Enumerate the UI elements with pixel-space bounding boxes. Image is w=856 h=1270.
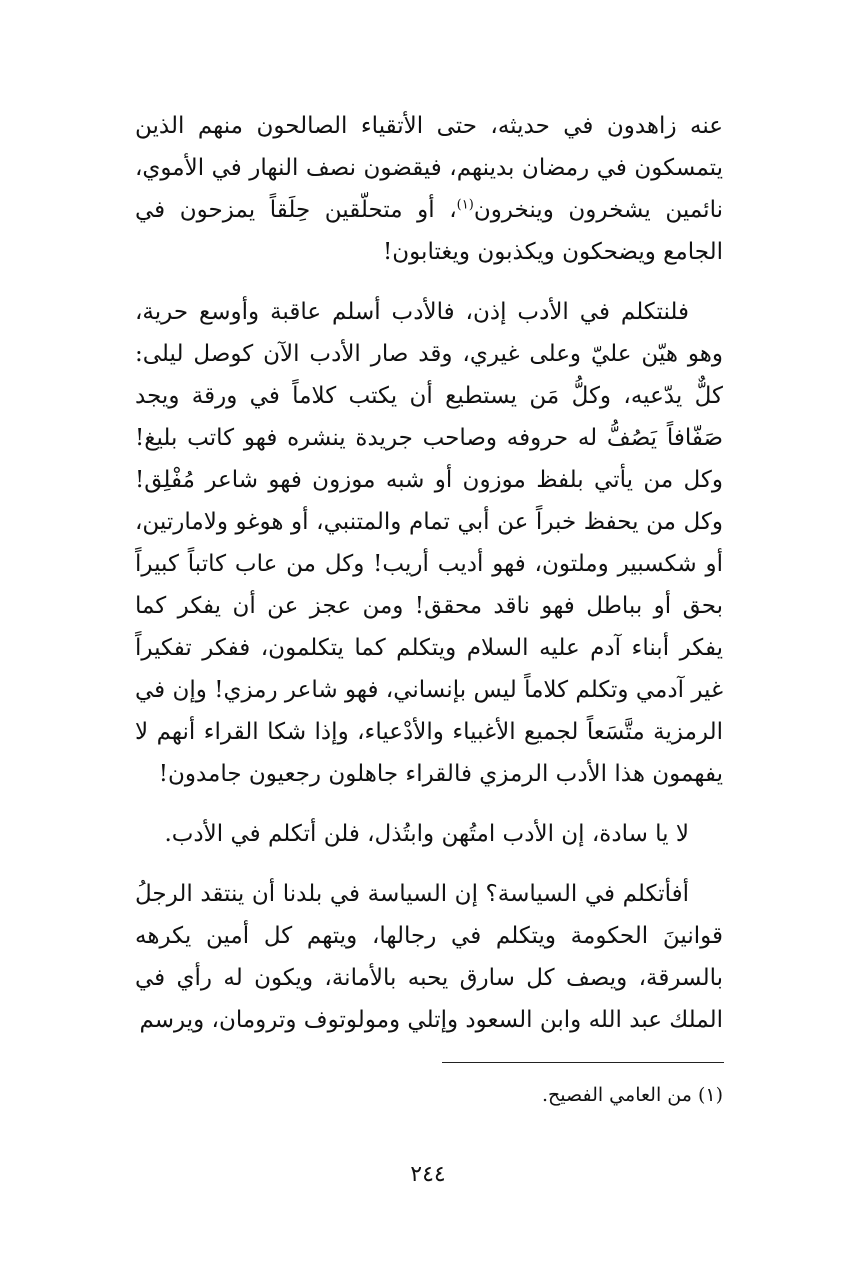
- footnote: (١) من العامي الفصيح.: [541, 1084, 723, 1106]
- paragraph-1-text: عنه زاهدون في حديثه، حتى الأتقياء الصالحون منهم الذين يتمسكون في رمضان بدينهم، فيقضون نصف النهار في الأموي، نائمين يشخرون وينخرون: [135, 113, 723, 223]
- page-number: ٢٤٤: [410, 1162, 446, 1187]
- paragraph-1-text-end: ، أو متحلّقين حِلَقاً يمزحون في الجامع ويضحكون ويكذبون ويغتابون!: [135, 197, 723, 265]
- paragraph-3: لا يا سادة، إن الأدب امتُهن وابتُذل، فلن أتكلم في الأدب.: [164, 821, 689, 847]
- footnote-reference[interactable]: (١): [456, 197, 474, 213]
- paragraph-1: [135, 105, 723, 273]
- paragraph-4: أفأتكلم في السياسة؟ إن السياسة في بلدنا أن ينتقد الرجلُ قوانينَ الحكومة ويتكلم في رجالها، ويتهم كل أمين يكرهه بالسرقة، ويصف كل سارق يحبه بالأمانة، ويكون له رأي في الملك عبد الله وابن السعود وإتلي ومولوتوف وترومان، ويرسم: [135, 881, 723, 1033]
- page-body: [135, 105, 723, 1041]
- footnote-divider: [442, 1062, 724, 1063]
- paragraph-2: فلنتكلم في الأدب إذن، فالأدب أسلم عاقبة وأوسع حرية، وهو هيّن عليّ وعلى غيري، وقد صار الأدب الآن كوصل ليلى: كلٌّ يدّعيه، وكلُّ مَن يستطيع أن يكتب كلاماً في ورقة ويجد صَفّافاً يَصُفُّ له حروفه وصاحب جريدة ينشره فهو كاتب بليغ! وكل من يأتي بلفظ موزون أو شبه موزون فهو شاعر مُفْلِق! وكل من يحفظ خبراً عن أبي تمام والمتنبي، أو هوغو ولامارتين، أو شكسبير وملتون، فهو أديب أريب! وكل من عاب كاتباً كبيراً بحق أو بباطل فهو ناقد محقق! ومن عجز عن أن يفكر كما يفكر أبناء آدم عليه السلام ويتكلم كما يتكلمون، ففكر تفكيراً غير آدمي وتكلم كلاماً ليس بإنساني، فهو شاعر رمزي! وإن في الرمزية متَّسَعاً لجميع الأغبياء والأدْعياء، وإذا شكا القراء أنهم لا يفهمون هذا الأدب الرمزي فالقراء جاهلون رجعيون جامدون!: [135, 299, 723, 787]
